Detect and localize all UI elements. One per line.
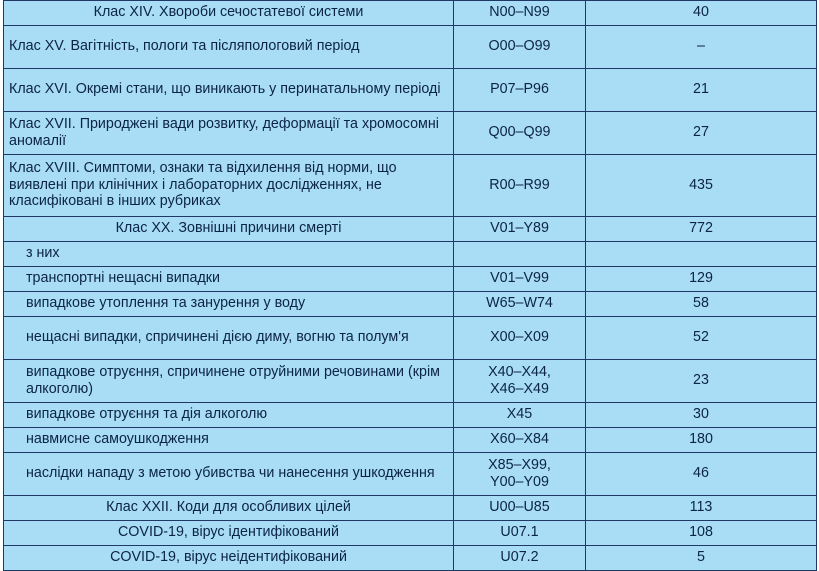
- row-label: навмисне самоушкодження: [4, 428, 454, 453]
- row-label: наслідки нападу з метою убивства чи нанесення ушкодження: [4, 453, 454, 496]
- row-value: 21: [586, 69, 817, 112]
- table-row: [4, 292, 817, 317]
- row-label: випадкове отруєння, спричинене отруйними речовинами (крім алкоголю): [4, 360, 454, 403]
- row-label: Клас XX. Зовнішні причини смерті: [4, 217, 454, 242]
- row-value: 5: [586, 546, 817, 571]
- row-label: випадкове отруєння та дія алкоголю: [4, 403, 454, 428]
- table-row: [4, 26, 817, 69]
- row-label: нещасні випадки, спричинені дією диму, вогню та полум'я: [4, 317, 454, 360]
- row-value: 46: [586, 453, 817, 496]
- table-row: [4, 453, 817, 496]
- row-code: V01–V99: [454, 267, 586, 292]
- row-code: X00–X09: [454, 317, 586, 360]
- row-code-line2: X46–X49: [490, 380, 549, 397]
- row-value: 30: [586, 403, 817, 428]
- row-code: Q00–Q99: [454, 112, 586, 155]
- row-code: N00–N99: [454, 1, 586, 26]
- row-value: 108: [586, 521, 817, 546]
- row-value: 58: [586, 292, 817, 317]
- table-row: [4, 317, 817, 360]
- table-row: [4, 155, 817, 217]
- row-label: COVID-19, вірус неідентифікований: [4, 546, 454, 571]
- row-label: з них: [4, 242, 454, 267]
- table-row: [4, 546, 817, 571]
- row-label: транспортні нещасні випадки: [4, 267, 454, 292]
- causes-of-death-table: [3, 0, 817, 571]
- row-value: 435: [586, 155, 817, 217]
- row-code: R00–R99: [454, 155, 586, 217]
- row-code: P07–P96: [454, 69, 586, 112]
- row-value: 129: [586, 267, 817, 292]
- table-row: [4, 496, 817, 521]
- row-code: U00–U85: [454, 496, 586, 521]
- row-code: V01–Y89: [454, 217, 586, 242]
- row-label: Клас XXII. Коди для особливих цілей: [4, 496, 454, 521]
- row-code: U07.2: [454, 546, 586, 571]
- table-row: [4, 521, 817, 546]
- row-code: X45: [454, 403, 586, 428]
- row-code-line1: X85–X99,: [488, 457, 551, 474]
- table-row: [4, 217, 817, 242]
- row-label: Клас XIV. Хвороби сечостатевої системи: [4, 1, 454, 26]
- table-row: [4, 403, 817, 428]
- table-row: [4, 242, 817, 267]
- table-body: [4, 1, 817, 571]
- row-code: U07.1: [454, 521, 586, 546]
- row-value: 27: [586, 112, 817, 155]
- table-row: [4, 360, 817, 403]
- table-row: [4, 1, 817, 26]
- table-row: [4, 428, 817, 453]
- row-label: Клас XVII. Природжені вади розвитку, деформації та хромосомні аномалії: [4, 112, 454, 155]
- table-row: [4, 267, 817, 292]
- row-code: [454, 453, 586, 496]
- row-label: випадкове утоплення та занурення у воду: [4, 292, 454, 317]
- row-value: 40: [586, 1, 817, 26]
- row-code: X60–X84: [454, 428, 586, 453]
- row-code: W65–W74: [454, 292, 586, 317]
- row-value: 113: [586, 496, 817, 521]
- row-value: 180: [586, 428, 817, 453]
- row-label: Клас XVI. Окремі стани, що виникають у перинатальному періоді: [4, 69, 454, 112]
- row-code-line2: Y00–Y09: [490, 473, 549, 490]
- row-label: COVID-19, вірус ідентифікований: [4, 521, 454, 546]
- row-value: 772: [586, 217, 817, 242]
- table-row: [4, 112, 817, 155]
- row-value: –: [586, 26, 817, 69]
- row-code: [454, 360, 586, 403]
- table-row: [4, 69, 817, 112]
- row-label: Клас XV. Вагітність, пологи та післяпологовий період: [4, 26, 454, 69]
- row-value: 23: [586, 360, 817, 403]
- row-code-line1: X40–X44,: [488, 364, 551, 381]
- row-value: [586, 242, 817, 267]
- row-code: O00–O99: [454, 26, 586, 69]
- row-value: 52: [586, 317, 817, 360]
- row-code: [454, 242, 586, 267]
- row-label: Клас XVIII. Симптоми, ознаки та відхилення від норми, що виявлені при клінічних і лабораторних дослідженнях, не класифіковані в інших рубриках: [4, 155, 454, 217]
